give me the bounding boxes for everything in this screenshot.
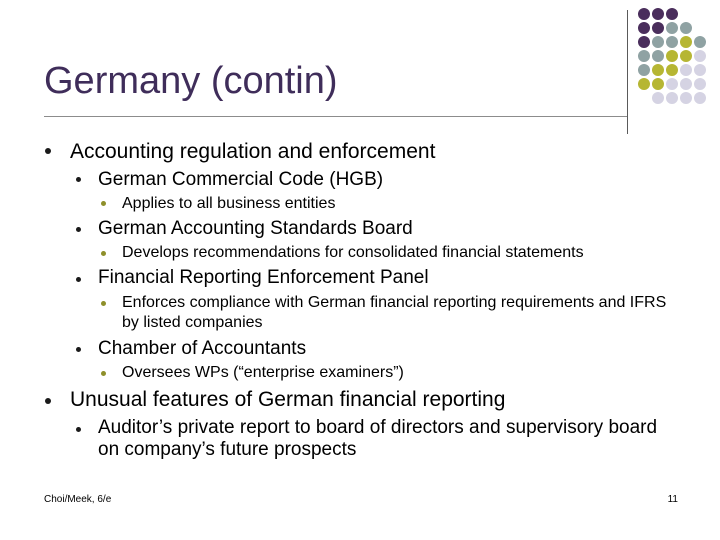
decorative-dot [666, 78, 678, 90]
bullet-text: Oversees WPs (“enterprise examiners”) [122, 364, 404, 381]
decorative-dot [638, 36, 650, 48]
bullet-text: Auditor’s private report to board of directors and supervisory board on company’s future prospects [98, 417, 658, 460]
page-number: 11 [667, 494, 678, 505]
decorative-dot [652, 36, 664, 48]
bullet-text: German Accounting Standards Board [98, 218, 413, 239]
bullet-marker [45, 148, 51, 154]
decorative-dot [666, 8, 678, 20]
decorative-dot [666, 64, 678, 76]
bullet-text: Enforces compliance with German financial reporting requirements and IFRS by listed companies [122, 294, 667, 331]
decorative-dot [680, 36, 692, 48]
slide-title: Germany (contin) [44, 60, 338, 102]
decorative-dot [694, 78, 706, 90]
bullet-marker [101, 371, 106, 376]
decorative-dot [638, 50, 650, 62]
bullet-marker [101, 251, 106, 256]
decorative-dot [666, 22, 678, 34]
title-underline [44, 116, 627, 117]
decorative-dot [638, 64, 650, 76]
bullet-text: Unusual features of German financial reporting [70, 388, 506, 411]
decorative-dot [638, 8, 650, 20]
decorative-dot [680, 64, 692, 76]
decorative-dot [652, 64, 664, 76]
bullet-text: Accounting regulation and enforcement [70, 140, 436, 163]
decorative-dot [652, 8, 664, 20]
decorative-dot [694, 92, 706, 104]
bullet-text: Chamber of Accountants [98, 338, 307, 359]
bullet-marker [76, 277, 81, 282]
decorative-dot [638, 22, 650, 34]
decorative-dot [680, 50, 692, 62]
bullet-text: Financial Reporting Enforcement Panel [98, 267, 429, 288]
decorative-dot [694, 36, 706, 48]
decorative-dot [652, 92, 664, 104]
decorative-dot [666, 92, 678, 104]
decorative-dot [666, 50, 678, 62]
bullet-marker [76, 227, 81, 232]
bullet-marker [76, 177, 81, 182]
bullet-marker [101, 201, 106, 206]
bullet-marker [101, 301, 106, 306]
decorative-dot [666, 36, 678, 48]
decorative-dot [680, 92, 692, 104]
bullet-marker [45, 398, 51, 404]
bullet-marker [76, 427, 81, 432]
decorative-dot [680, 22, 692, 34]
decorative-dot [694, 64, 706, 76]
decorative-dot-grid [638, 8, 718, 108]
bullet-text: German Commercial Code (HGB) [98, 169, 384, 190]
decorative-dot [652, 22, 664, 34]
decorative-dot [652, 50, 664, 62]
vertical-divider [627, 10, 628, 134]
decorative-dot [652, 78, 664, 90]
footer-source: Choi/Meek, 6/e [44, 494, 112, 505]
decorative-dot [694, 50, 706, 62]
bullet-marker [76, 347, 81, 352]
bullet-text: Develops recommendations for consolidated financial statements [122, 244, 584, 261]
decorative-dot [680, 78, 692, 90]
bullet-text: Applies to all business entities [122, 195, 336, 212]
decorative-dot [638, 78, 650, 90]
